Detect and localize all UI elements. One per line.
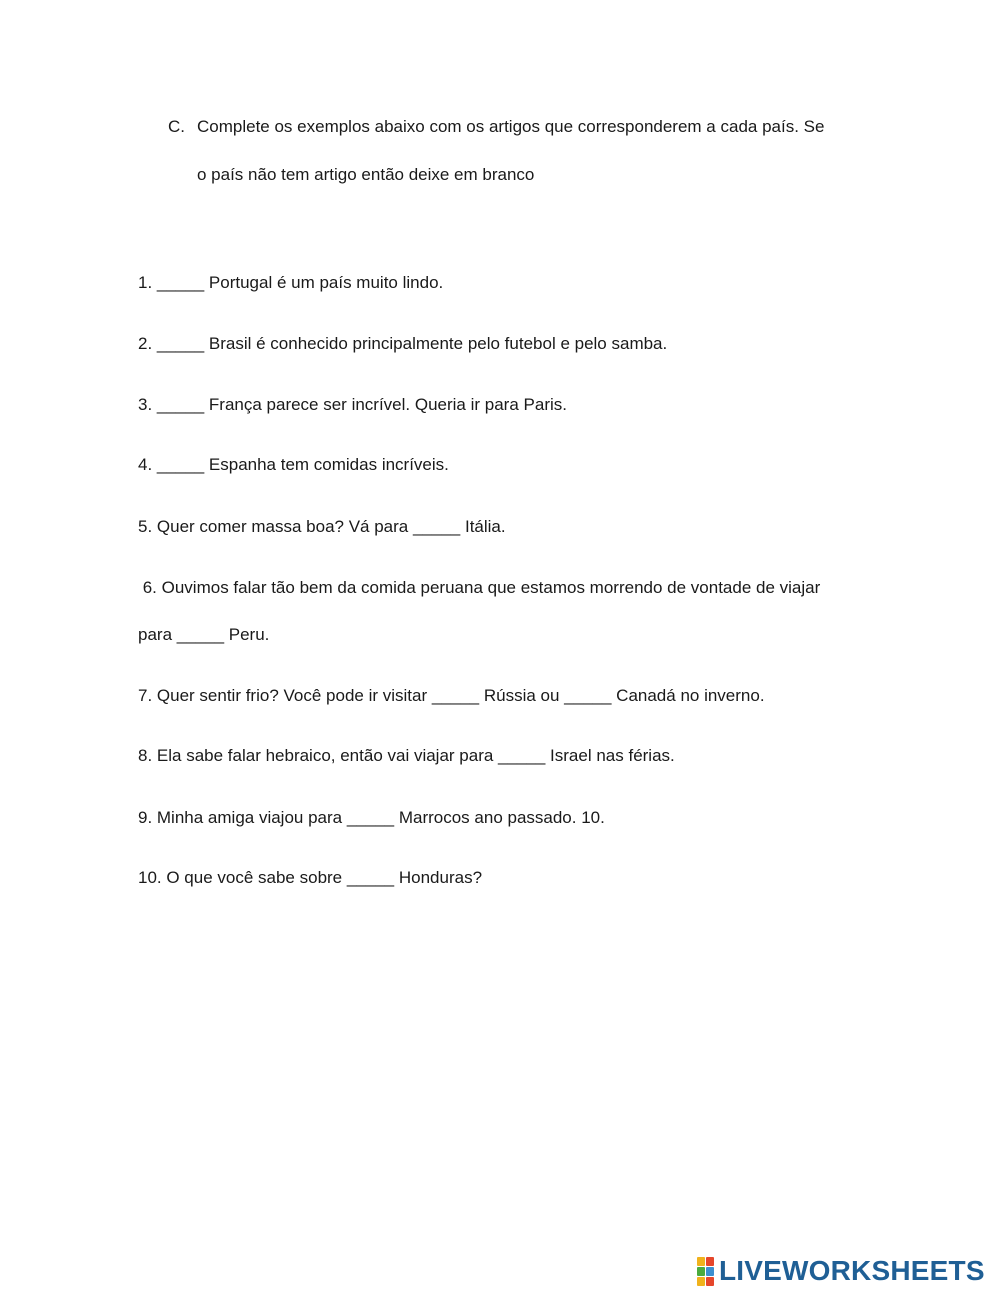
question-10: 10. O que você sabe sobre _____ Honduras?: [138, 868, 483, 887]
instruction-line-1: Complete os exemplos abaixo com os artigos que corresponderem a cada país. Se: [197, 117, 825, 136]
logo-block: [697, 1277, 705, 1286]
instruction-line-2: o país não tem artigo então deixe em branco: [197, 165, 535, 184]
question-5: 5. Quer comer massa boa? Vá para _____ Itália.: [138, 517, 506, 536]
logo-blocks-icon: [697, 1257, 714, 1286]
question-6-line-2: para _____ Peru.: [138, 625, 270, 644]
question-1: 1. _____ Portugal é um país muito lindo.: [138, 273, 444, 292]
logo-block: [706, 1277, 714, 1286]
question-4: 4. _____ Espanha tem comidas incríveis.: [138, 455, 449, 474]
question-6-line-1: 6. Ouvimos falar tão bem da comida peruana que estamos morrendo de vontade de viajar: [138, 578, 821, 597]
logo-block: [706, 1267, 714, 1276]
question-7: 7. Quer sentir frio? Você pode ir visitar _____ Rússia ou _____ Canadá no inverno.: [138, 686, 765, 705]
liveworksheets-logo: [697, 1256, 985, 1286]
question-2: 2. _____ Brasil é conhecido principalmente pelo futebol e pelo samba.: [138, 334, 668, 353]
logo-block: [697, 1257, 705, 1266]
question-8: 8. Ela sabe falar hebraico, então vai viajar para _____ Israel nas férias.: [138, 746, 675, 765]
question-3: 3. _____ França parece ser incrível. Queria ir para Paris.: [138, 395, 567, 414]
logo-block: [706, 1257, 714, 1266]
instruction-marker: C.: [168, 117, 185, 136]
logo-text: LIVEWORKSHEETS: [719, 1255, 985, 1286]
logo-block: [697, 1267, 705, 1276]
question-9: 9. Minha amiga viajou para _____ Marrocos ano passado. 10.: [138, 808, 605, 827]
